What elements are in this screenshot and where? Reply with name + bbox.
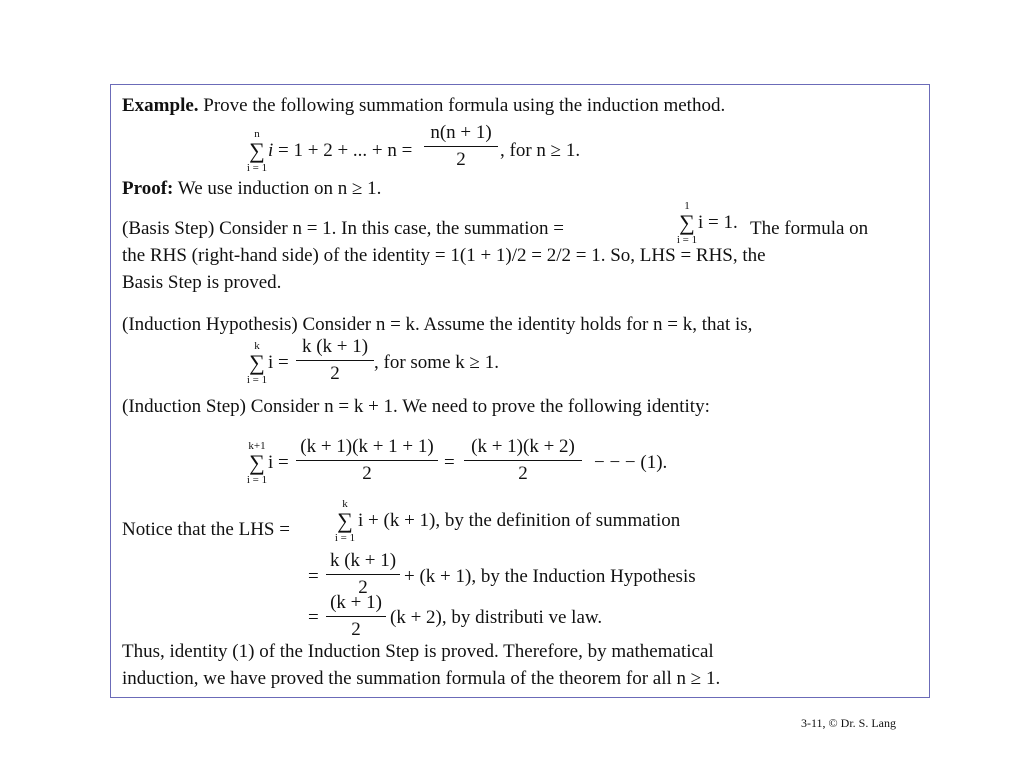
basis-sum: 1 ∑ i = 1: [676, 200, 698, 246]
basis-line-1: (Basis Step) Consider n = 1. In this case, the summation =: [122, 218, 565, 239]
conclusion-line-2: induction, we have proved the summation formula of the theorem for all n ≥ 1.: [122, 668, 721, 689]
conclusion-line-1: Thus, identity (1) of the Induction Step is proved. Therefore, by mathematical: [122, 641, 714, 662]
example-sum-upper: n: [254, 128, 260, 140]
hypothesis-fraction: k (k + 1) 2: [296, 336, 374, 385]
basis-line-1-suffix: The formula on: [750, 218, 869, 239]
notice-line-3-fraction: (k + 1) 2: [326, 592, 386, 641]
example-fraction: [424, 122, 498, 171]
hypothesis-term: i =: [268, 352, 289, 373]
content-frame: [110, 84, 930, 698]
basis-line-2: the RHS (right-hand side) of the identity = 1(1 + 1)/2 = 2/2 = 1. So, LHS = RHS, the: [122, 245, 766, 266]
example-label: Example.: [122, 95, 199, 116]
notice-line-2-tail: + (k + 1), by the Induction Hypothesis: [404, 566, 696, 587]
basis-line-3: Basis Step is proved.: [122, 272, 282, 293]
example-term: i = 1 + 2 + ... + n =: [268, 140, 413, 161]
notice-line-3-eq: =: [308, 607, 319, 628]
step-fraction-1: (k + 1)(k + 1 + 1) 2: [296, 436, 438, 485]
sigma-symbol: ∑: [249, 138, 265, 163]
example-frac-den: 2: [456, 149, 466, 170]
example-frac-num: n(n + 1): [430, 122, 492, 143]
proof-line: [122, 178, 381, 200]
example-line: [122, 95, 725, 117]
proof-label: Proof:: [122, 178, 174, 199]
step-line: (Induction Step) Consider n = k + 1. We need to prove the following identity:: [122, 396, 710, 417]
example-tail: , for n ≥ 1.: [500, 140, 581, 161]
hypothesis-tail: , for some k ≥ 1.: [374, 352, 499, 373]
notice-line-2-fraction: k (k + 1) 2: [326, 550, 400, 599]
step-fraction-2: (k + 1)(k + 2) 2: [464, 436, 582, 485]
notice-sum: k ∑ i = 1: [334, 498, 356, 544]
notice-line-1: i + (k + 1), by the definition of summation: [358, 510, 681, 531]
example-sum-lower: i = 1: [246, 162, 268, 174]
step-tail: − − − (1).: [594, 452, 668, 473]
notice-line-2-eq: =: [308, 566, 319, 587]
proof-text: We use induction on n ≥ 1.: [177, 178, 382, 199]
basis-sum-term: i = 1.: [698, 212, 738, 233]
hypothesis-sum: k ∑ i = 1: [246, 340, 268, 386]
notice-prefix: Notice that the LHS =: [122, 519, 290, 540]
example-text: Prove the following summation formula using the induction method.: [203, 95, 726, 116]
step-eq-2: =: [444, 452, 455, 473]
step-term: i =: [268, 452, 289, 473]
notice-line-3-tail: (k + 2), by distributi ve law.: [390, 607, 603, 628]
step-sum: k+1 ∑ i = 1: [246, 440, 268, 486]
hypothesis-line: (Induction Hypothesis) Consider n = k. Assume the identity holds for n = k, that is,: [122, 314, 753, 335]
slide-footer: 3-11, © Dr. S. Lang: [801, 716, 896, 730]
